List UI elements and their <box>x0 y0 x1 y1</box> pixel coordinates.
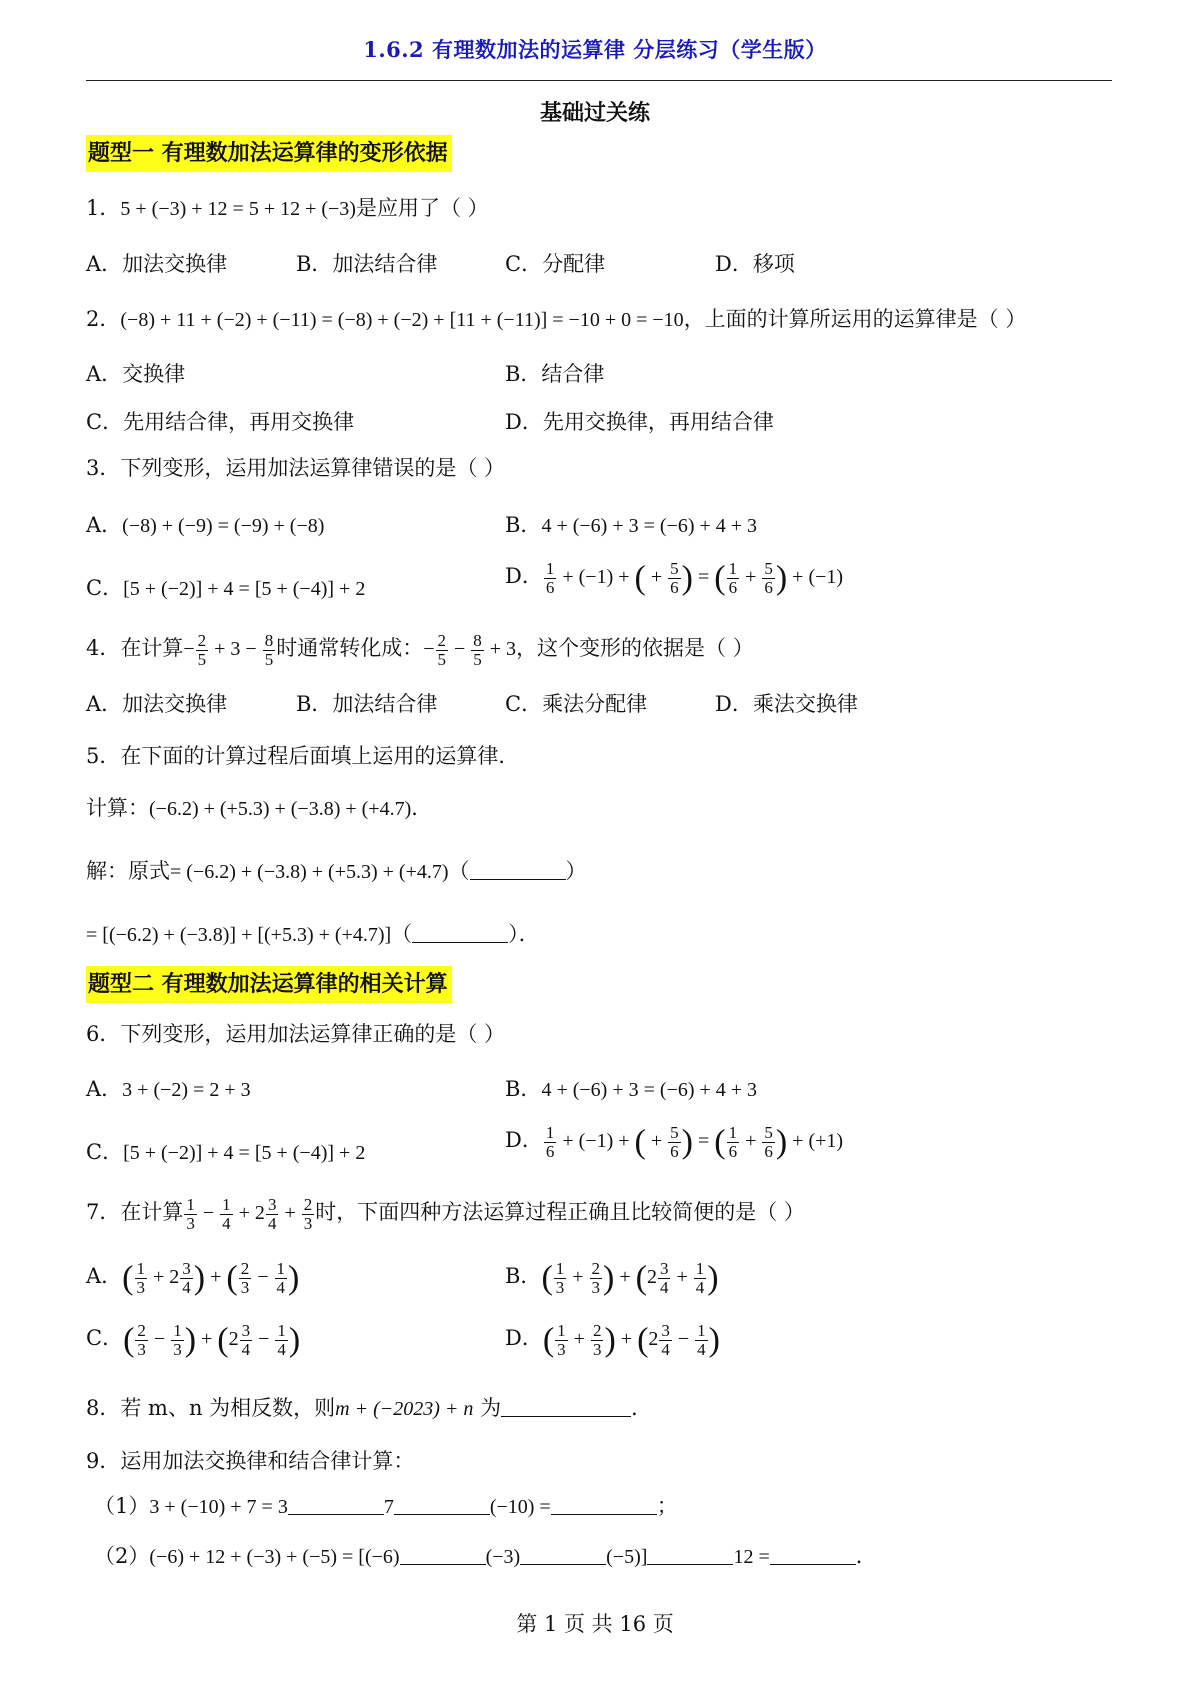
answer-blank-p2-c[interactable] <box>647 1542 733 1565</box>
answer-blank-1[interactable] <box>470 857 566 880</box>
type-two-heading: 题型二 有理数加法运算律的相关计算 <box>86 966 452 1003</box>
q7-option-d[interactable]: D．( $\frac{1}{3}$ + $\frac{2}{3}$ ) + (2 $\frac{3}{4}$ − $\frac{1}{4}$ ) <box>505 1321 720 1359</box>
q7-expression: $\frac{1}{3}$ − $\frac{1}{4}$ + 2 $\frac{3}{4}$ + $\frac{2}{3}$ <box>186 1195 313 1233</box>
q4-option-b[interactable]: B．加法结合律 <box>296 692 438 716</box>
q6-option-a[interactable]: A．3 + (−2) = 2 + 3 <box>86 1077 251 1101</box>
question-6: 6．下列变形，运用加法运算律正确的是（ ） <box>86 1022 506 1046</box>
question-number: 1． <box>86 196 121 220</box>
answer-blank-p2-d[interactable] <box>770 1542 856 1565</box>
question-9: 9．运用加法交换律和结合律计算： <box>86 1449 415 1473</box>
q2-option-c[interactable]: C．先用结合律，再用交换律 <box>86 410 355 434</box>
q9-part-2: （2）(−6) + 12 + (−3) + (−5) = [(−6) (−3) (−5)] 12 = ． <box>94 1544 877 1568</box>
q3-option-b[interactable]: B．4 + (−6) + 3 = (−6) + 4 + 3 <box>505 513 758 537</box>
answer-blank-p1-b[interactable] <box>394 1492 490 1515</box>
q2-option-b[interactable]: B．结合律 <box>505 362 605 386</box>
q1-option-c[interactable]: C．分配律 <box>505 252 606 276</box>
type-one-heading: 题型一 有理数加法运算律的变形依据 <box>86 135 452 172</box>
q5-calculation: 计算：(−6.2) + (+5.3) + (−3.8) + (+4.7)． <box>86 796 433 820</box>
question-8: 8．若 m、n 为相反数，则m + (−2023) + n 为 ． <box>86 1396 653 1420</box>
q2-option-a[interactable]: A．交换律 <box>86 362 186 386</box>
document-title: 1.6.2 有理数加法的运算律 分层练习（学生版） <box>363 37 827 62</box>
question-number: 2． <box>86 307 121 331</box>
question-text: 下列变形，运用加法运算律错误的是（ ） <box>120 456 506 480</box>
q6-option-d[interactable]: D． $\frac{1}{6}$ + (−1) + ( + $\frac{5}{6}$ ) = ( $\frac{1}{6}$ + $\frac{5}{6}$ ) + (+1) <box>505 1123 844 1161</box>
answer-blank-p1-a[interactable] <box>288 1492 384 1515</box>
question-expression: 5 + (−3) + 12 = 5 + 12 + (−3) <box>120 198 356 220</box>
header-divider <box>86 80 1112 81</box>
answer-blank-p1-c[interactable] <box>551 1492 657 1515</box>
page-footer: 第 1 页 共 16 页 <box>516 1612 674 1636</box>
q3-option-d-expression: $\frac{1}{6}$ + (−1) + ( + $\frac{5}{6}$ ) = ( $\frac{1}{6}$ + $\frac{5}{6}$ ) + (−1) <box>545 559 844 597</box>
question-text: 是应用了（ ） <box>355 196 489 220</box>
q4-option-d[interactable]: D．乘法交换律 <box>715 692 858 716</box>
q3-option-d[interactable]: D． $\frac{1}{6}$ + (−1) + ( + $\frac{5}{6}$ ) = ( $\frac{1}{6}$ + $\frac{5}{6}$ ) + (−1) <box>505 559 844 597</box>
section-heading: 基础过关练 <box>539 100 650 126</box>
q3-option-c[interactable]: C．[5 + (−2)] + 4 = [5 + (−4)] + 2 <box>86 576 366 600</box>
question-4: 4．在计算− $\frac{2}{5}$ + 3 − $\frac{8}{5}$ 时通常转化成：− $\frac{2}{5}$ − $\frac{8}{5}$ + 3，这个变形的依据是（ ） <box>86 631 754 669</box>
q7-option-a[interactable]: A．( $\frac{1}{3}$ + 2 $\frac{3}{4}$ ) + ( $\frac{2}{3}$ − $\frac{1}{4}$ ) <box>86 1259 300 1297</box>
q1-option-b[interactable]: B．加法结合律 <box>296 252 438 276</box>
q5-solution-step-1: 解：原式= (−6.2) + (−3.8) + (+5.3) + (+4.7)（ ） <box>86 859 587 883</box>
q4-converted-expression: − $\frac{2}{5}$ − $\frac{8}{5}$ + 3 <box>423 631 517 669</box>
answer-blank-p2-a[interactable] <box>400 1542 486 1565</box>
answer-blank-2[interactable] <box>412 920 508 943</box>
question-text: ，上面的计算所运用的运算律是（ ） <box>683 307 1027 331</box>
q4-original-expression: − $\frac{2}{5}$ + 3 − $\frac{8}{5}$ <box>183 631 274 669</box>
question-5: 5．在下面的计算过程后面填上运用的运算律． <box>86 744 520 768</box>
question-7: 7．在计算 $\frac{1}{3}$ − $\frac{1}{4}$ + 2 $\frac{3}{4}$ + $\frac{2}{3}$ 时，下面四种方法运算过程正确且比较简便的是（ ） <box>86 1195 805 1233</box>
q4-option-a[interactable]: A．加法交换律 <box>86 692 228 716</box>
q4-option-c[interactable]: C．乘法分配律 <box>505 692 648 716</box>
q6-option-c[interactable]: C．[5 + (−2)] + 4 = [5 + (−4)] + 2 <box>86 1140 366 1164</box>
q6-option-d-expression: $\frac{1}{6}$ + (−1) + ( + $\frac{5}{6}$ ) = ( $\frac{1}{6}$ + $\frac{5}{6}$ ) + (+1) <box>545 1123 844 1161</box>
answer-blank-q8[interactable] <box>501 1394 631 1417</box>
q6-option-b[interactable]: B．4 + (−6) + 3 = (−6) + 4 + 3 <box>505 1077 758 1101</box>
question-2 <box>86 303 1026 336</box>
answer-blank-p2-b[interactable] <box>520 1542 606 1565</box>
question-number: 3． <box>86 456 121 480</box>
question-3 <box>86 452 505 484</box>
q3-option-a[interactable]: A．(−8) + (−9) = (−9) + (−8) <box>86 513 325 537</box>
q7-option-b[interactable]: B．( $\frac{1}{3}$ + $\frac{2}{3}$ ) + (2 $\frac{3}{4}$ + $\frac{1}{4}$ ) <box>505 1259 719 1297</box>
q7-option-c[interactable]: C．( $\frac{2}{3}$ − $\frac{1}{3}$ ) + (2 $\frac{3}{4}$ − $\frac{1}{4}$ ) <box>86 1321 301 1359</box>
question-1 <box>86 192 489 225</box>
q1-option-a[interactable]: A．加法交换律 <box>86 252 228 276</box>
question-expression: (−8) + 11 + (−2) + (−11) = (−8) + (−2) + [11 + (−11)] = −10 + 0 = −10 <box>120 309 684 331</box>
q1-option-d[interactable]: D．移项 <box>715 252 795 276</box>
q9-part-1: （1）3 + (−10) + 7 = 3 7 (−10) = ； <box>94 1494 678 1518</box>
q2-option-d[interactable]: D．先用交换律，再用结合律 <box>505 410 774 434</box>
q5-solution-step-2: = [(−6.2) + (−3.8)] + [(+5.3) + (+4.7)]（ ）． <box>86 922 540 946</box>
